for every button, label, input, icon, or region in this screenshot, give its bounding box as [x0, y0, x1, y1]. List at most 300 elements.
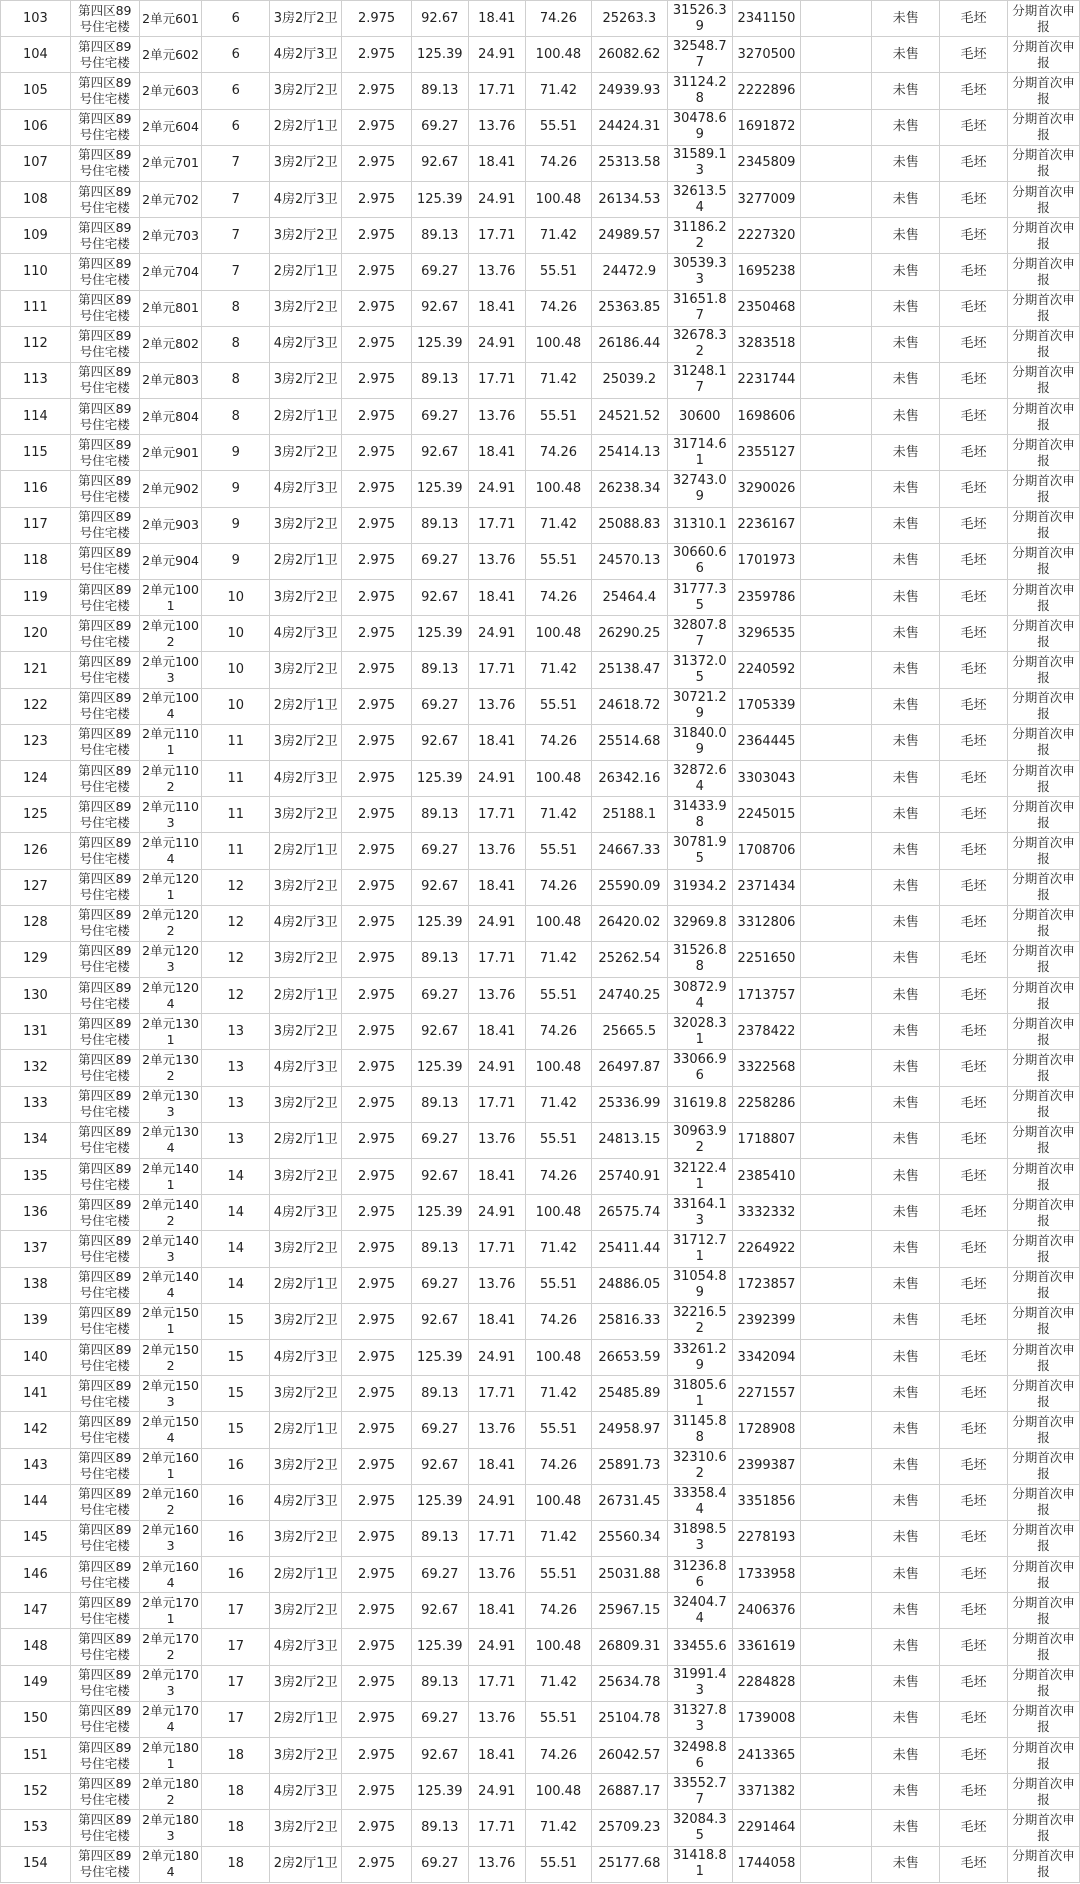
usable-unit-price-cell: 31145.88: [667, 1412, 732, 1448]
floor-height-cell: 2.975: [342, 1412, 412, 1448]
usable-area-cell: 74.26: [526, 435, 592, 471]
shared-area-cell: 24.91: [468, 905, 526, 941]
decoration-cell: 毛坯: [940, 833, 1008, 869]
total-price-cell: 1708706: [732, 833, 801, 869]
unit-cell: 2单元1502: [139, 1339, 202, 1375]
blank-cell: [801, 1520, 872, 1556]
blank-cell: [801, 1629, 872, 1665]
gross-unit-price-cell: 25262.54: [591, 941, 667, 977]
shared-area-cell: 17.71: [468, 218, 526, 254]
usable-unit-price-cell: 33455.6: [667, 1629, 732, 1665]
usable-unit-price-cell: 31186.22: [667, 218, 732, 254]
floor-height-cell: 2.975: [342, 399, 412, 435]
sale-status-cell: 未售: [872, 1629, 940, 1665]
floor-height-cell: 2.975: [342, 1557, 412, 1593]
row-number-cell: 117: [1, 507, 71, 543]
layout-cell: 4房2厅3卫: [270, 1195, 342, 1231]
building-cell: 第四区89号住宅楼: [70, 326, 139, 362]
usable-unit-price-cell: 31526.88: [667, 941, 732, 977]
floor-height-cell: 2.975: [342, 1122, 412, 1158]
declaration-type-cell: 分期首次申报: [1007, 1593, 1079, 1629]
layout-cell: 4房2厅3卫: [270, 1629, 342, 1665]
declaration-type-cell: 分期首次申报: [1007, 507, 1079, 543]
table-row: [1, 1267, 1080, 1303]
floor-cell: 6: [202, 73, 270, 109]
sale-status-cell: 未售: [872, 978, 940, 1014]
row-number-cell: 142: [1, 1412, 71, 1448]
gross-area-cell: 69.27: [412, 833, 469, 869]
total-price-cell: 3351856: [732, 1484, 801, 1520]
floor-cell: 14: [202, 1195, 270, 1231]
gross-area-cell: 125.39: [412, 1339, 469, 1375]
floor-height-cell: 2.975: [342, 905, 412, 941]
gross-area-cell: 69.27: [412, 1267, 469, 1303]
usable-unit-price-cell: 32310.62: [667, 1448, 732, 1484]
table-row: [1, 1520, 1080, 1556]
gross-unit-price-cell: 25590.09: [591, 869, 667, 905]
layout-cell: 3房2厅2卫: [270, 1520, 342, 1556]
blank-cell: [801, 652, 872, 688]
decoration-cell: 毛坯: [940, 1086, 1008, 1122]
floor-height-cell: 2.975: [342, 1376, 412, 1412]
floor-cell: 16: [202, 1484, 270, 1520]
blank-cell: [801, 724, 872, 760]
floor-height-cell: 2.975: [342, 109, 412, 145]
floor-height-cell: 2.975: [342, 1810, 412, 1846]
sale-status-cell: 未售: [872, 1376, 940, 1412]
table-row: [1, 616, 1080, 652]
floor-cell: 18: [202, 1774, 270, 1810]
table-body: [1, 1, 1080, 1883]
floor-height-cell: 2.975: [342, 1629, 412, 1665]
gross-unit-price-cell: 24424.31: [591, 109, 667, 145]
row-number-cell: 139: [1, 1303, 71, 1339]
usable-unit-price-cell: 31805.61: [667, 1376, 732, 1412]
decoration-cell: 毛坯: [940, 435, 1008, 471]
unit-cell: 2单元1604: [139, 1557, 202, 1593]
shared-area-cell: 13.76: [468, 978, 526, 1014]
decoration-cell: 毛坯: [940, 652, 1008, 688]
blank-cell: [801, 254, 872, 290]
usable-unit-price-cell: 30539.33: [667, 254, 732, 290]
usable-area-cell: 100.48: [526, 616, 592, 652]
blank-cell: [801, 1267, 872, 1303]
declaration-type-cell: 分期首次申报: [1007, 1014, 1079, 1050]
usable-area-cell: 71.42: [526, 941, 592, 977]
table-row: [1, 1810, 1080, 1846]
row-number-cell: 127: [1, 869, 71, 905]
unit-cell: 2单元1401: [139, 1159, 202, 1195]
sale-status-cell: 未售: [872, 145, 940, 181]
floor-cell: 18: [202, 1738, 270, 1774]
floor-cell: 9: [202, 435, 270, 471]
table-row: [1, 326, 1080, 362]
usable-area-cell: 74.26: [526, 1014, 592, 1050]
table-row: [1, 1, 1080, 37]
gross-area-cell: 89.13: [412, 1520, 469, 1556]
building-cell: 第四区89号住宅楼: [70, 833, 139, 869]
declaration-type-cell: 分期首次申报: [1007, 1629, 1079, 1665]
gross-area-cell: 92.67: [412, 1738, 469, 1774]
gross-area-cell: 89.13: [412, 218, 469, 254]
declaration-type-cell: 分期首次申报: [1007, 1738, 1079, 1774]
floor-cell: 9: [202, 543, 270, 579]
building-cell: 第四区89号住宅楼: [70, 1810, 139, 1846]
floor-height-cell: 2.975: [342, 73, 412, 109]
row-number-cell: 132: [1, 1050, 71, 1086]
sale-status-cell: 未售: [872, 1593, 940, 1629]
usable-area-cell: 71.42: [526, 1086, 592, 1122]
unit-cell: 2单元1201: [139, 869, 202, 905]
row-number-cell: 105: [1, 73, 71, 109]
usable-area-cell: 100.48: [526, 905, 592, 941]
usable-unit-price-cell: 31777.35: [667, 580, 732, 616]
gross-unit-price-cell: 24740.25: [591, 978, 667, 1014]
unit-cell: 2单元1501: [139, 1303, 202, 1339]
floor-cell: 17: [202, 1665, 270, 1701]
building-cell: 第四区89号住宅楼: [70, 978, 139, 1014]
total-price-cell: 2258286: [732, 1086, 801, 1122]
total-price-cell: 2371434: [732, 869, 801, 905]
sale-status-cell: 未售: [872, 181, 940, 217]
total-price-cell: 1713757: [732, 978, 801, 1014]
floor-height-cell: 2.975: [342, 1267, 412, 1303]
table-row: [1, 1412, 1080, 1448]
usable-area-cell: 71.42: [526, 652, 592, 688]
shared-area-cell: 24.91: [468, 37, 526, 73]
gross-area-cell: 125.39: [412, 326, 469, 362]
floor-cell: 15: [202, 1339, 270, 1375]
blank-cell: [801, 1484, 872, 1520]
declaration-type-cell: 分期首次申报: [1007, 1122, 1079, 1158]
building-cell: 第四区89号住宅楼: [70, 37, 139, 73]
shared-area-cell: 17.71: [468, 1231, 526, 1267]
unit-cell: 2单元1702: [139, 1629, 202, 1665]
row-number-cell: 145: [1, 1520, 71, 1556]
floor-height-cell: 2.975: [342, 1339, 412, 1375]
floor-height-cell: 2.975: [342, 1738, 412, 1774]
gross-unit-price-cell: 25816.33: [591, 1303, 667, 1339]
sale-status-cell: 未售: [872, 37, 940, 73]
decoration-cell: 毛坯: [940, 580, 1008, 616]
total-price-cell: 2222896: [732, 73, 801, 109]
floor-height-cell: 2.975: [342, 1303, 412, 1339]
building-cell: 第四区89号住宅楼: [70, 1231, 139, 1267]
usable-unit-price-cell: 30781.95: [667, 833, 732, 869]
blank-cell: [801, 73, 872, 109]
floor-height-cell: 2.975: [342, 218, 412, 254]
blank-cell: [801, 1412, 872, 1448]
total-price-cell: 2399387: [732, 1448, 801, 1484]
layout-cell: 4房2厅3卫: [270, 616, 342, 652]
gross-area-cell: 69.27: [412, 688, 469, 724]
blank-cell: [801, 37, 872, 73]
building-cell: 第四区89号住宅楼: [70, 181, 139, 217]
floor-cell: 15: [202, 1303, 270, 1339]
layout-cell: 4房2厅3卫: [270, 1774, 342, 1810]
blank-cell: [801, 1086, 872, 1122]
shared-area-cell: 13.76: [468, 109, 526, 145]
unit-cell: 2单元1704: [139, 1701, 202, 1737]
sale-status-cell: 未售: [872, 1520, 940, 1556]
unit-cell: 2单元1301: [139, 1014, 202, 1050]
row-number-cell: 116: [1, 471, 71, 507]
sale-status-cell: 未售: [872, 362, 940, 398]
total-price-cell: 2240592: [732, 652, 801, 688]
decoration-cell: 毛坯: [940, 688, 1008, 724]
row-number-cell: 115: [1, 435, 71, 471]
usable-area-cell: 71.42: [526, 1665, 592, 1701]
sale-status-cell: 未售: [872, 652, 940, 688]
shared-area-cell: 18.41: [468, 1303, 526, 1339]
total-price-cell: 1705339: [732, 688, 801, 724]
floor-cell: 6: [202, 1, 270, 37]
gross-area-cell: 92.67: [412, 290, 469, 326]
decoration-cell: 毛坯: [940, 1557, 1008, 1593]
gross-unit-price-cell: 25088.83: [591, 507, 667, 543]
table-row: [1, 760, 1080, 796]
layout-cell: 2房2厅1卫: [270, 543, 342, 579]
floor-height-cell: 2.975: [342, 1774, 412, 1810]
shared-area-cell: 18.41: [468, 1159, 526, 1195]
decoration-cell: 毛坯: [940, 869, 1008, 905]
blank-cell: [801, 1159, 872, 1195]
layout-cell: 3房2厅2卫: [270, 145, 342, 181]
table-row: [1, 905, 1080, 941]
unit-cell: 2单元1103: [139, 797, 202, 833]
gross-unit-price-cell: 24618.72: [591, 688, 667, 724]
sale-status-cell: 未售: [872, 471, 940, 507]
decoration-cell: 毛坯: [940, 978, 1008, 1014]
usable-unit-price-cell: 32807.87: [667, 616, 732, 652]
sale-status-cell: 未售: [872, 797, 940, 833]
declaration-type-cell: 分期首次申报: [1007, 73, 1079, 109]
decoration-cell: 毛坯: [940, 1629, 1008, 1665]
gross-area-cell: 69.27: [412, 1122, 469, 1158]
usable-area-cell: 100.48: [526, 1339, 592, 1375]
row-number-cell: 110: [1, 254, 71, 290]
layout-cell: 3房2厅2卫: [270, 218, 342, 254]
building-cell: 第四区89号住宅楼: [70, 218, 139, 254]
declaration-type-cell: 分期首次申报: [1007, 1412, 1079, 1448]
building-cell: 第四区89号住宅楼: [70, 543, 139, 579]
table-row: [1, 290, 1080, 326]
layout-cell: 2房2厅1卫: [270, 1557, 342, 1593]
usable-area-cell: 71.42: [526, 507, 592, 543]
gross-area-cell: 89.13: [412, 73, 469, 109]
sale-status-cell: 未售: [872, 1014, 940, 1050]
shared-area-cell: 18.41: [468, 580, 526, 616]
total-price-cell: 1718807: [732, 1122, 801, 1158]
gross-area-cell: 69.27: [412, 399, 469, 435]
gross-unit-price-cell: 25891.73: [591, 1448, 667, 1484]
floor-cell: 6: [202, 109, 270, 145]
table-row: [1, 507, 1080, 543]
decoration-cell: 毛坯: [940, 1520, 1008, 1556]
blank-cell: [801, 507, 872, 543]
gross-area-cell: 89.13: [412, 941, 469, 977]
declaration-type-cell: 分期首次申报: [1007, 724, 1079, 760]
floor-cell: 13: [202, 1086, 270, 1122]
floor-height-cell: 2.975: [342, 1484, 412, 1520]
layout-cell: 3房2厅2卫: [270, 652, 342, 688]
table-row: [1, 1050, 1080, 1086]
blank-cell: [801, 1665, 872, 1701]
building-cell: 第四区89号住宅楼: [70, 688, 139, 724]
usable-unit-price-cell: 31934.2: [667, 869, 732, 905]
table-row: [1, 1122, 1080, 1158]
total-price-cell: 3270500: [732, 37, 801, 73]
floor-height-cell: 2.975: [342, 1846, 412, 1882]
layout-cell: 3房2厅2卫: [270, 507, 342, 543]
layout-cell: 4房2厅3卫: [270, 471, 342, 507]
declaration-type-cell: 分期首次申报: [1007, 326, 1079, 362]
unit-cell: 2单元804: [139, 399, 202, 435]
layout-cell: 2房2厅1卫: [270, 688, 342, 724]
declaration-type-cell: 分期首次申报: [1007, 1339, 1079, 1375]
declaration-type-cell: 分期首次申报: [1007, 1086, 1079, 1122]
layout-cell: 4房2厅3卫: [270, 1484, 342, 1520]
floor-height-cell: 2.975: [342, 507, 412, 543]
decoration-cell: 毛坯: [940, 181, 1008, 217]
usable-unit-price-cell: 30872.94: [667, 978, 732, 1014]
usable-unit-price-cell: 30600: [667, 399, 732, 435]
floor-height-cell: 2.975: [342, 1520, 412, 1556]
floor-height-cell: 2.975: [342, 724, 412, 760]
blank-cell: [801, 1376, 872, 1412]
usable-area-cell: 55.51: [526, 1557, 592, 1593]
gross-area-cell: 69.27: [412, 978, 469, 1014]
sale-status-cell: 未售: [872, 1484, 940, 1520]
usable-unit-price-cell: 31589.13: [667, 145, 732, 181]
usable-unit-price-cell: 31433.98: [667, 797, 732, 833]
usable-unit-price-cell: 31526.39: [667, 1, 732, 37]
usable-unit-price-cell: 30478.69: [667, 109, 732, 145]
shared-area-cell: 13.76: [468, 1267, 526, 1303]
row-number-cell: 119: [1, 580, 71, 616]
floor-height-cell: 2.975: [342, 1086, 412, 1122]
floor-cell: 12: [202, 905, 270, 941]
unit-cell: 2单元1802: [139, 1774, 202, 1810]
decoration-cell: 毛坯: [940, 1231, 1008, 1267]
floor-cell: 10: [202, 616, 270, 652]
unit-cell: 2单元1101: [139, 724, 202, 760]
floor-cell: 16: [202, 1557, 270, 1593]
floor-cell: 7: [202, 181, 270, 217]
building-cell: 第四区89号住宅楼: [70, 1738, 139, 1774]
usable-area-cell: 55.51: [526, 254, 592, 290]
usable-area-cell: 71.42: [526, 1810, 592, 1846]
shared-area-cell: 18.41: [468, 1448, 526, 1484]
floor-cell: 14: [202, 1231, 270, 1267]
usable-area-cell: 71.42: [526, 73, 592, 109]
gross-area-cell: 92.67: [412, 724, 469, 760]
unit-cell: 2单元601: [139, 1, 202, 37]
floor-cell: 14: [202, 1267, 270, 1303]
declaration-type-cell: 分期首次申报: [1007, 145, 1079, 181]
floor-cell: 16: [202, 1448, 270, 1484]
usable-unit-price-cell: 31651.87: [667, 290, 732, 326]
sale-status-cell: 未售: [872, 1086, 940, 1122]
total-price-cell: 2350468: [732, 290, 801, 326]
gross-area-cell: 92.67: [412, 1303, 469, 1339]
gross-unit-price-cell: 25414.13: [591, 435, 667, 471]
floor-cell: 13: [202, 1050, 270, 1086]
blank-cell: [801, 1014, 872, 1050]
floor-height-cell: 2.975: [342, 1231, 412, 1267]
row-number-cell: 141: [1, 1376, 71, 1412]
layout-cell: 2房2厅1卫: [270, 399, 342, 435]
sale-status-cell: 未售: [872, 1159, 940, 1195]
floor-cell: 9: [202, 507, 270, 543]
gross-area-cell: 69.27: [412, 109, 469, 145]
floor-height-cell: 2.975: [342, 543, 412, 579]
floor-cell: 11: [202, 833, 270, 869]
layout-cell: 3房2厅2卫: [270, 1, 342, 37]
floor-cell: 15: [202, 1412, 270, 1448]
blank-cell: [801, 1050, 872, 1086]
decoration-cell: 毛坯: [940, 1376, 1008, 1412]
decoration-cell: 毛坯: [940, 145, 1008, 181]
gross-area-cell: 89.13: [412, 1665, 469, 1701]
usable-unit-price-cell: 32084.35: [667, 1810, 732, 1846]
unit-cell: 2单元904: [139, 543, 202, 579]
gross-area-cell: 89.13: [412, 1376, 469, 1412]
blank-cell: [801, 1303, 872, 1339]
floor-cell: 10: [202, 580, 270, 616]
declaration-type-cell: 分期首次申报: [1007, 1195, 1079, 1231]
table-row: [1, 652, 1080, 688]
floor-height-cell: 2.975: [342, 1593, 412, 1629]
floor-height-cell: 2.975: [342, 978, 412, 1014]
shared-area-cell: 17.71: [468, 1665, 526, 1701]
floor-height-cell: 2.975: [342, 1448, 412, 1484]
unit-cell: 2单元1004: [139, 688, 202, 724]
building-cell: 第四区89号住宅楼: [70, 1, 139, 37]
layout-cell: 4房2厅3卫: [270, 760, 342, 796]
usable-area-cell: 71.42: [526, 1376, 592, 1412]
layout-cell: 3房2厅2卫: [270, 1014, 342, 1050]
usable-unit-price-cell: 32613.54: [667, 181, 732, 217]
shared-area-cell: 13.76: [468, 833, 526, 869]
usable-area-cell: 55.51: [526, 833, 592, 869]
total-price-cell: 1691872: [732, 109, 801, 145]
shared-area-cell: 18.41: [468, 1014, 526, 1050]
gross-area-cell: 69.27: [412, 1412, 469, 1448]
total-price-cell: 2291464: [732, 1810, 801, 1846]
total-price-cell: 2406376: [732, 1593, 801, 1629]
table-row: [1, 362, 1080, 398]
decoration-cell: 毛坯: [940, 218, 1008, 254]
row-number-cell: 126: [1, 833, 71, 869]
layout-cell: 3房2厅2卫: [270, 869, 342, 905]
table-row: [1, 941, 1080, 977]
usable-area-cell: 74.26: [526, 1303, 592, 1339]
gross-unit-price-cell: 25336.99: [591, 1086, 667, 1122]
table-row: [1, 435, 1080, 471]
shared-area-cell: 24.91: [468, 471, 526, 507]
gross-area-cell: 125.39: [412, 1484, 469, 1520]
gross-area-cell: 89.13: [412, 652, 469, 688]
row-number-cell: 124: [1, 760, 71, 796]
floor-height-cell: 2.975: [342, 760, 412, 796]
declaration-type-cell: 分期首次申报: [1007, 218, 1079, 254]
usable-area-cell: 74.26: [526, 869, 592, 905]
unit-cell: 2单元1104: [139, 833, 202, 869]
total-price-cell: 3322568: [732, 1050, 801, 1086]
blank-cell: [801, 218, 872, 254]
row-number-cell: 125: [1, 797, 71, 833]
